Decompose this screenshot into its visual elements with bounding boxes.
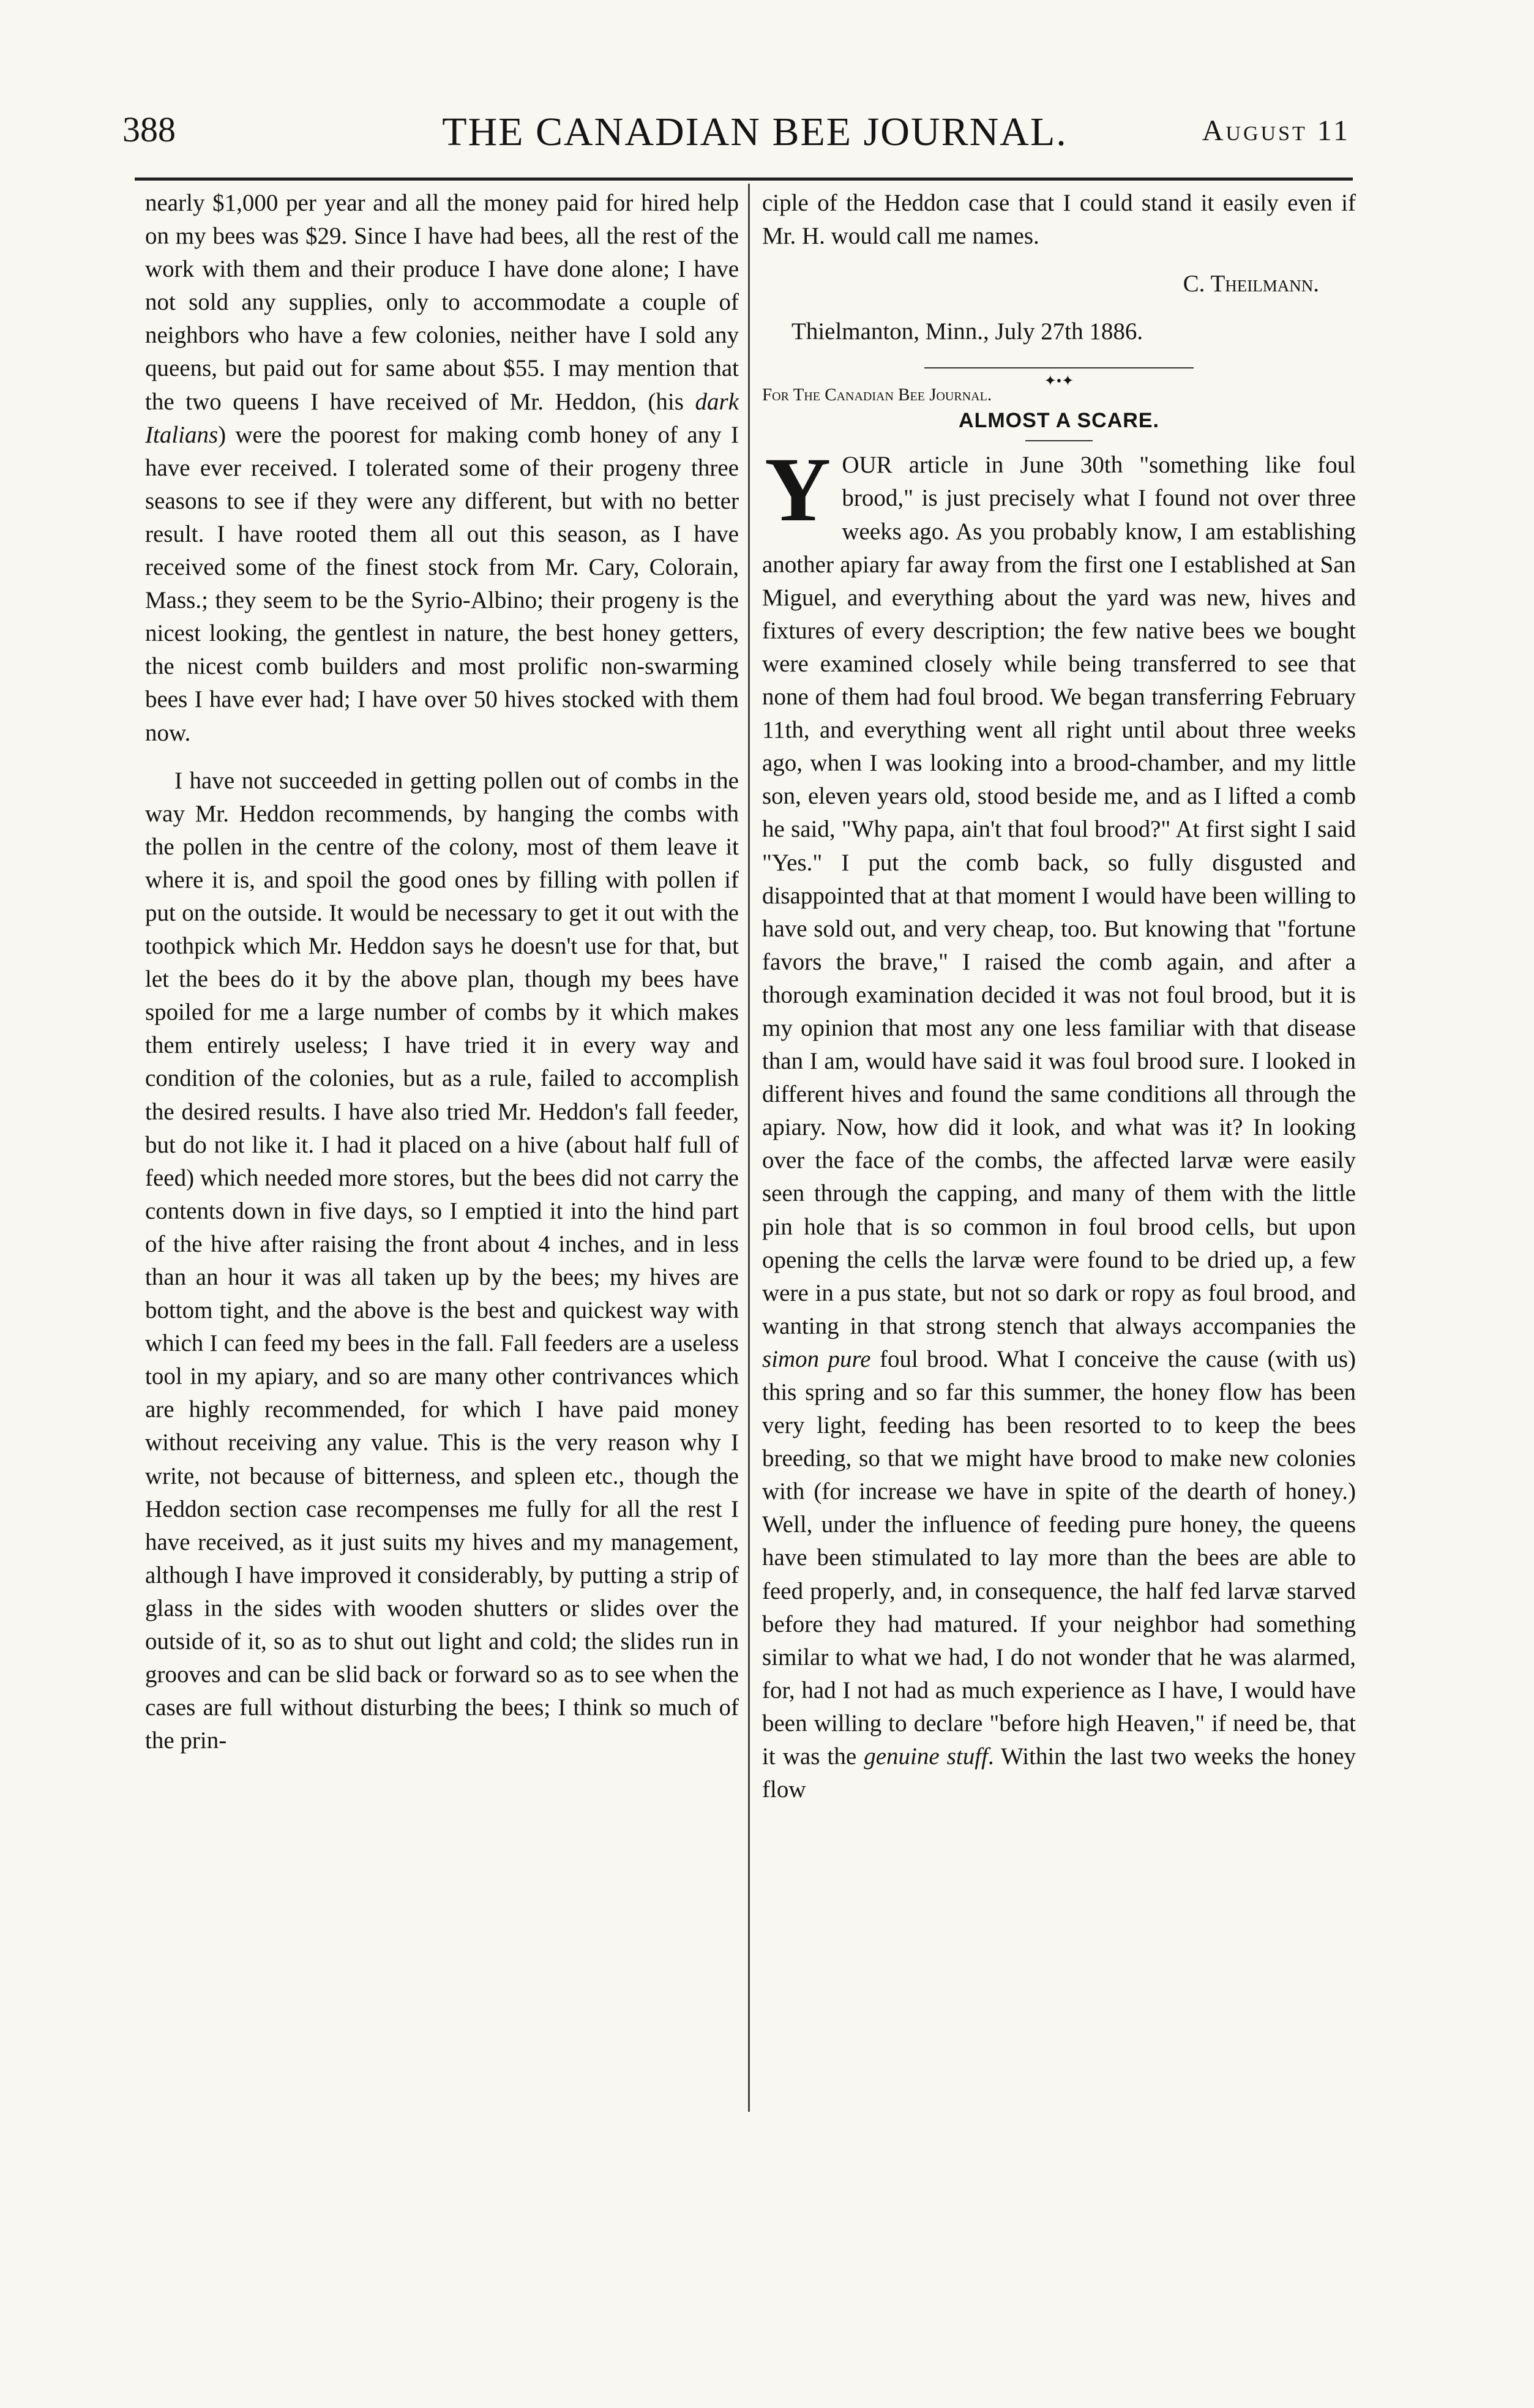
page-number: 388 <box>122 110 176 149</box>
continued-paragraph: ciple of the Heddon case that I could stand it easily even if Mr. H. would call me names. <box>762 190 1356 250</box>
header-rule <box>135 178 1353 181</box>
right-column <box>762 187 1356 1806</box>
section-divider: ✦•✦ <box>924 362 1194 374</box>
left-paragraph-1: nearly $1,000 per year and all the money paid for hired help on my bees was $29. Since I have had bees, all the rest of the work with them and their produce I have done alone; I have not sold any supplies, only to accommodate a couple of neighbors who have a few colonies, neither have I sold any queens, but paid out for same about $55. I may mention that the two queens I have received of Mr. Heddon, (his dark Italians) were the poorest for making comb honey of any I have ever received. I tolerated some of their progeny three seasons to see if they were any different, but with no better result. I have rooted them all out this season, as I have received some of the finest stock from Mr. Cary, Colorain, Mass.; they seem to be the Syrio-Albino; their progeny is the nicest looking, the gentlest in nature, the best honey getters, the nicest comb builders and most prolific non-swarming bees I have ever had; I have over 50 hives stocked with them now. <box>145 190 739 746</box>
title-rule <box>1025 440 1093 441</box>
author-signature: C. Theilmann. <box>1183 271 1319 297</box>
dateline: Thielmanton, Minn., July 27th 1886. <box>791 318 1143 345</box>
article-title: ALMOST A SCARE. <box>959 409 1159 433</box>
article-source: For The Canadian Bee Journal. <box>762 385 992 405</box>
journal-title: THE CANADIAN BEE JOURNAL. <box>442 110 1068 154</box>
drop-cap: Y <box>765 439 831 541</box>
left-column <box>145 187 739 1757</box>
left-paragraph-2: I have not succeeded in getting pollen out of combs in the way Mr. Heddon recommends, by hanging the combs with the pollen in the centre of the colony, most of them leave it where it is, and spoil the good ones by filling with pollen if put on the outside. It would be necessary to get it out with the toothpick which Mr. Heddon says he doesn't use for that, but let the bees do it by the above plan, though my bees have spoiled for me a large number of combs by it which makes them entirely useless; I have tried it in every way and condition of the colonies, but as a rule, failed to accomplish the desired results. I have also tried Mr. Heddon's fall feeder, but do not like it. I had it placed on a hive (about half full of feed) which needed more stores, but the bees did not carry the contents down in five days, so I emptied it into the hind part of the hive after raising the front about 4 inches, and in less than an hour it was all taken up by the bees; my hives are bottom tight, and the above is the best and quickest way with which I can feed my bees in the fall. Fall feeders are a useless tool in my apiary, and so are many other contrivances which are highly recommended, for which I have paid money without receiving any value. This is the very reason why I write, not because of bitterness, and spleen etc., though the Heddon section case recompenses me fully for all the rest I have received, as it just suits my hives and my management, although I have improved it considerably, by putting a strip of glass in the sides with wooden shutters or slides over the outside of it, so as to shut out light and cold; the slides run in grooves and can be slid back or forward so as to see when the cases are full without disturbing the bees; I think so much of the prin- <box>145 767 739 1754</box>
column-divider <box>748 184 750 2112</box>
article-body: YOUR article in June 30th "something like foul brood," is just precisely what I found not over three weeks ago. As you probably know, I am establishing another apiary far away from the first one I established at San Miguel, and everything about the yard was new, hives and fixtures of every description; the few native bees we bought were examined closely while being transferred to see that none of them had foul brood. We began transferring February 11th, and everything went all right until about three weeks ago, when I was looking into a brood-chamber, and my little son, eleven years old, stood beside me, and as I lifted a comb he said, "Why papa, ain't that foul brood?" At first sight I said "Yes." I put the comb back, so fully disgusted and disappointed that at that moment I would have been willing to have sold out, and very cheap, too. But knowing that "fortune favors the brave," I raised the comb again, and after a thorough examination decided it was not foul brood, but it is my opinion that most any one less familiar with that disease than I am, would have said it was foul brood sure. I looked in different hives and found the same conditions all through the apiary. Now, how did it look, and what was it? In looking over the face of the combs, the affected larvæ were easily seen through the capping, and many of them with the little pin hole that is so common in foul brood cells, but upon opening the cells the larvæ were found to be dried up, a few were in a pus state, but not so dark or ropy as foul brood, and wanting in that strong stench that always accompanies the simon pure foul brood. What I conceive the cause (with us) this spring and so far this summer, the honey flow has been very light, feeding has been resorted to to keep the bees breeding, so that we might have brood to make new colonies with (for increase we have in spite of the dearth of honey.) Well, under the influence of feeding pure honey, the queens have been stimulated to lay more than the bees are able to feed properly, and, in consequence, the half fed larvæ starved before they had matured. If your neighbor had something similar to what we had, I do not wonder that he was alarmed, for, had I not had as much experience as I have, I would have been willing to declare "before high Heaven," if need be, that it was the genuine stuff. Within the last two weeks the honey flow <box>762 439 1356 1803</box>
issue-date: August 11 <box>1202 114 1350 147</box>
page-header <box>122 109 1350 158</box>
